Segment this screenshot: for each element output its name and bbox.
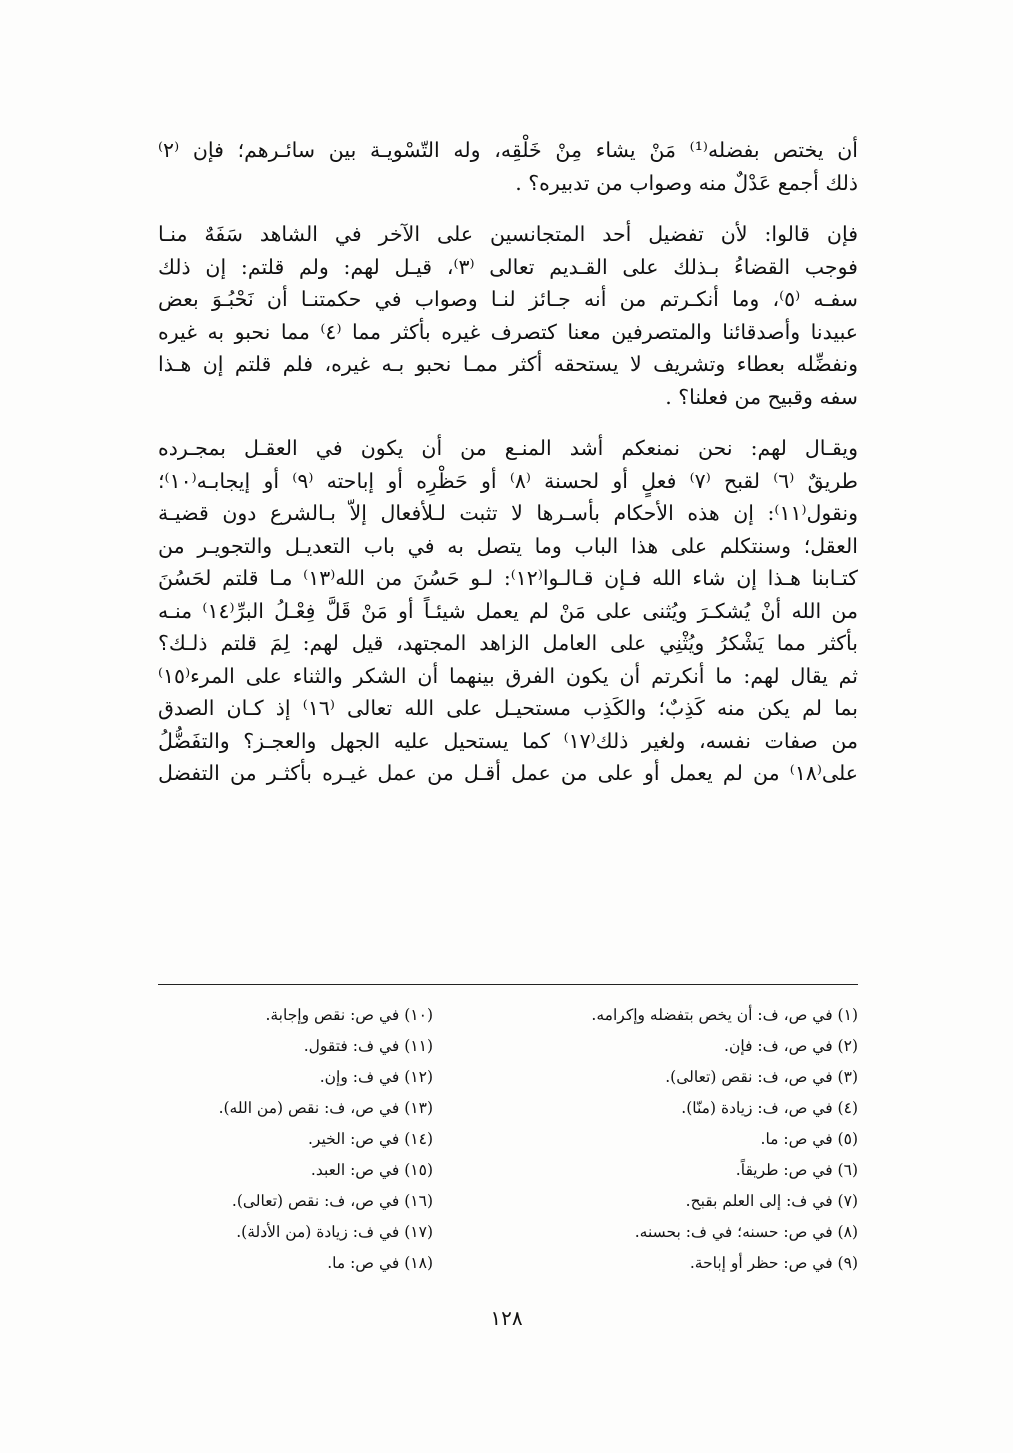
text-line: سفـه ⁽٥⁾، وما أنكـرتم من أنه جـائز لنـا وصواب في حكمتنـا أن نَحْبُـوَ بعض (158, 287, 858, 311)
paragraph-1 (158, 134, 858, 199)
paragraph-3 (158, 432, 858, 790)
text-line: من الله أنْ يُشكـرَ ويُثنى على مَنْ لم يعمل شيئـاً أو مَنْ قَلَّ فِعْـلُ البرِّ⁽١٤⁾ منـه (158, 598, 858, 623)
footnote: (٧) في ف: إلى العلم بقبح. (685, 1192, 858, 1210)
main-text (158, 134, 858, 790)
footnote: (٤) في ص، ف: زيادة (منّا). (681, 1099, 858, 1117)
text-line: ونقول⁽١١⁾: إن هذه الأحكام بأسـرها لا تثبت لـلأفعال إلاّ بـالشرع دون قضيـة (158, 501, 858, 525)
text-line: من صفات نفسه، ولغير ذلك⁽١٧⁾ كما يستحيل عليه الجهل والعجـز؟ والتفَضُّلُ (158, 728, 858, 753)
text-line: فوجب القضاءُ بـذلك على القـديم تعالى ⁽٣⁾، قيـل لهم: ولم قلتم: إن ذلك (158, 254, 858, 279)
text-line: سفه وقبيح من فعلنا؟ . (665, 384, 858, 409)
text-line: ونفضِّله بعطاء وتشريف لا يستحقه أكثر ممـا نحبو بـه غيره، فلم قلتم إن هـذا (158, 352, 858, 376)
footnote: (١٠) في ص: نقص وإجابة. (265, 1006, 433, 1024)
footnote: (١٤) في ص: الخير. (307, 1130, 433, 1148)
text-line: بما لم يكن منه كَذِبٌ؛ والكَذِب مستحيـل على الله تعالى ⁽١٦⁾ إذ كـان الصدق (158, 696, 858, 720)
footnote: (٦) في ص: طريقاً. (735, 1161, 858, 1179)
footnote: (٥) في ص: ما. (760, 1130, 858, 1148)
text-line: كتـابنا هـذا إن شاء الله فـإن قـالـوا⁽١٢⁾: لـو حَسُنَ من الله⁽١٣⁾ مـا قلتم لحَسُنَ (158, 566, 858, 590)
text-line: ثم يقال لهم: ما أنكرتم أن يكون الفرق بينهما أن الشكر والثناء على المرء⁽١٥⁾ (158, 663, 858, 688)
footnote: (١٢) في ف: وإن. (319, 1068, 433, 1086)
footnote: (١٥) في ص: العبد. (310, 1161, 433, 1179)
footnote: (١٧) في ف: زيادة (من الأدلة). (236, 1223, 433, 1241)
footnote-separator (158, 984, 858, 985)
footnote: (٨) في ص: حسنه؛ في ف: بحسنه. (634, 1223, 858, 1241)
text-line: على⁽١٨⁾ من لم يعمل أو على من عمل أقـل من عمل غيـره بأكثـر من التفضل (158, 761, 858, 785)
footnote: (١٣) في ص، ف: نقص (من الله). (218, 1099, 433, 1117)
footnote: (١) في ص، ف: أن يخص بتفضله وإكرامه. (591, 1006, 858, 1024)
footnote: (١٦) في ص، ف: نقص (تعالى). (231, 1192, 433, 1210)
text-line: فإن قالوا: لأن تفضيل أحد المتجانسين على الآخر في الشاهد سَفَهٌ منـا (158, 222, 858, 246)
text-line: ويقـال لهم: نحن نمنعكم أشد المنـع من أن يكون في العقـل بمجـرده (158, 436, 858, 460)
footnote: (٣) في ص، ف: نقص (تعالى). (665, 1068, 858, 1086)
page-number: ١٢٨ (490, 1306, 523, 1330)
text-line: طريقٌ ⁽٦⁾ لقبح ⁽٧⁾ فعلٍ أو لحسنة ⁽٨⁾ أو حَظْرِه أو إباحته ⁽٩⁾ أو إيجابـه⁽١٠⁾؛ (158, 468, 859, 493)
footnote: (٢) في ص، ف: فإن. (724, 1037, 858, 1055)
text-line: عبيدنا وأصدقائنا والمتصرفين معنا كتصرف غيره بأكثر مما ⁽٤⁾ مما نحبو به غيره (158, 319, 858, 344)
text-line: أن يختص بفضله⁽¹⁾ مَنْ يشاء مِنْ خَلْقِه، وله التّسْويـة بين سائـرهم؛ فإن ⁽٢⁾ (158, 138, 859, 162)
text-line: بأكثر مما يَشْكرُ ويُثْنِي على العامل الزاهد المجتهد، قيل لهم: لِمَ قلتم ذلـك؟ (158, 631, 858, 655)
footnotes-column-right (503, 1000, 858, 1279)
text-line: العقل؛ وسنتكلم على هذا الباب وما يتصل به في باب التعديـل والتجويـر من (158, 533, 858, 558)
footnote: (١٨) في ص: ما. (327, 1254, 433, 1272)
footnotes-column-left (133, 1000, 433, 1279)
footnote: (١١) في ف: فتقول. (303, 1037, 433, 1055)
paragraph-2 (158, 218, 858, 413)
footnote: (٩) في ص: حظر أو إباحة. (689, 1254, 858, 1272)
text-line: ذلك أجمع عَدْلٌ منه وصواب من تدبيره؟ . (515, 170, 858, 195)
